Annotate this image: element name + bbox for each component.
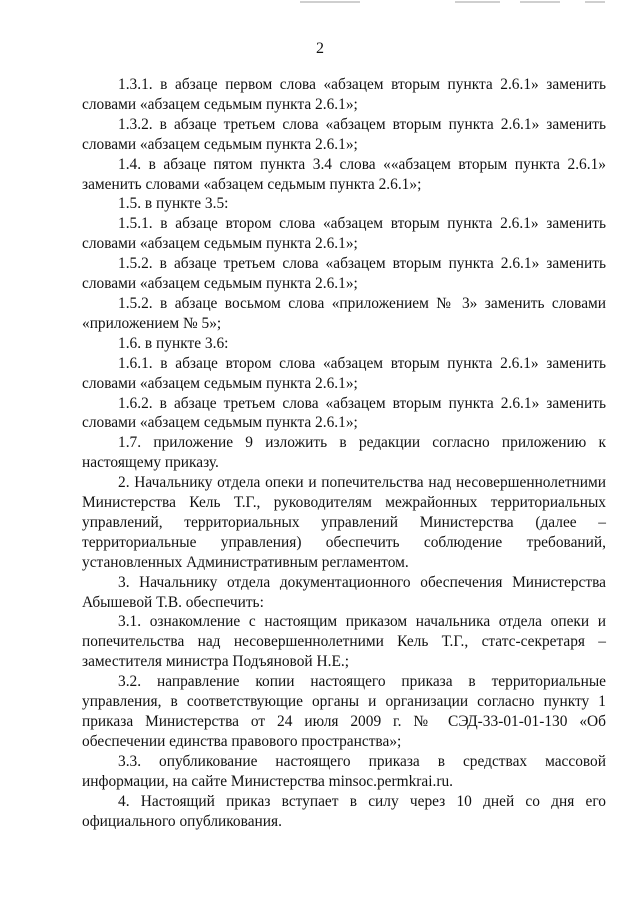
paragraph-1-5: 1.5. в пункте 3.5: xyxy=(118,195,229,213)
paragraph-1-3-1: 1.3.1. в абзаце первом слова «абзацем вторым пункта 2.6.1» заменить словами «абзацем седьмым пункта 2.6.1»; xyxy=(82,76,606,113)
paragraph-1-7: 1.7. приложение 9 изложить в редакции согласно приложению к настоящему приказу. xyxy=(82,434,606,472)
paragraph-1-6: 1.6. в пункте 3.6: xyxy=(118,334,229,352)
paragraph-4: 4. Настоящий приказ вступает в силу через 10 дней со дня его официального опубликования. xyxy=(82,792,606,830)
paragraph-1-5-1: 1.5.1. в абзаце втором слова «абзацем вторым пункта 2.6.1» заменить словами «абзацем седьмым пункта 2.6.1»; xyxy=(82,215,606,253)
paragraph-3-1: 3.1. ознакомление с настоящим приказом начальника отдела опеки и попечительства над несовершеннолетними Кель Т.Г., статс-секретаря – заместителя министра Подъяновой Н.Е.; xyxy=(82,613,606,671)
paragraph-2: 2. Начальнику отдела опеки и попечительства над несовершеннолетними Министерства Кель Т.Г., руководителям межрайонных территориальных управлений, территориальных управлений Министерства (далее – территориальные управления) обеспечить соблюдение требований, установленных Административным регламентом. xyxy=(82,474,606,571)
document-body xyxy=(82,75,606,831)
paragraph-1-3-2: 1.3.2. в абзаце третьем слова «абзацем вторым пункта 2.6.1» заменить словами «абзацем седьмым пункта 2.6.1»; xyxy=(82,115,606,153)
paragraph-1-6-1: 1.6.1. в абзаце втором слова «абзацем вторым пункта 2.6.1» заменить словами «абзацем седьмым пункта 2.6.1»; xyxy=(82,354,606,392)
paragraph-1-6-2: 1.6.2. в абзаце третьем слова «абзацем вторым пункта 2.6.1» заменить словами «абзацем седьмым пункта 2.6.1»; xyxy=(82,394,606,432)
paragraph-1-5-2-a: 1.5.2. в абзаце третьем слова «абзацем вторым пункта 2.6.1» заменить словами «абзацем седьмым пункта 2.6.1»; xyxy=(82,255,606,293)
page-number: 2 xyxy=(316,40,324,57)
paragraph-1-5-2-b: 1.5.2. в абзаце восьмом слова «приложением № 3» заменить словами «приложением № 5»; xyxy=(82,294,606,332)
paragraph-3-3: 3.3. опубликование настоящего приказа в средствах массовой информации, на сайте Министерства minsoc.permkrai.ru. xyxy=(82,752,606,790)
paragraph-3: 3. Начальнику отдела документационного обеспечения Министерства Абышевой Т.В. обеспечить: xyxy=(82,573,606,611)
paragraph-1-4: 1.4. в абзаце пятом пункта 3.4 слова ««абзацем вторым пункта 2.6.1» заменить словами «абзацем седьмым пункта 2.6.1»; xyxy=(82,155,606,193)
scan-edge-marks xyxy=(0,0,640,6)
paragraph-3-2: 3.2. направление копии настоящего приказа в территориальные управления, в соответствующие органы и организации согласно пункту 1 приказа Министерства от 24 июля 2009 г. № СЭД-33-01-01-130 «Об обеспечении единства правового пространства»; xyxy=(82,673,606,750)
